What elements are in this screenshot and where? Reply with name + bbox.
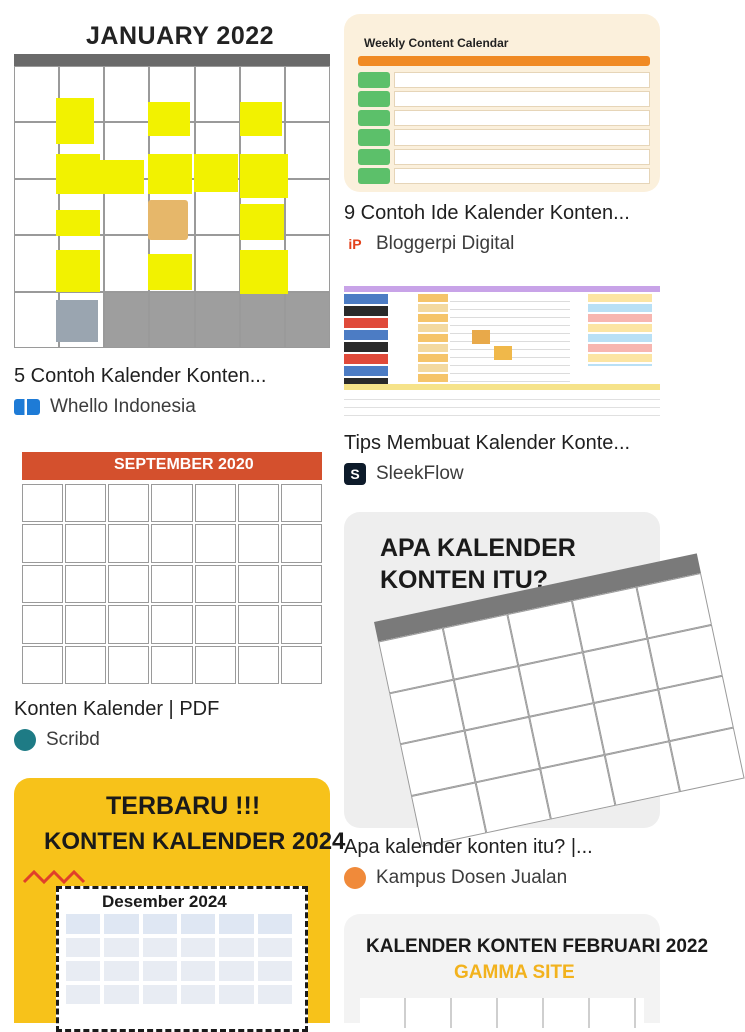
source-name: Kampus Dosen Jualan xyxy=(376,867,568,888)
source-name: Scribd xyxy=(46,729,100,750)
source-name: SleekFlow xyxy=(376,463,464,484)
header-row xyxy=(358,56,650,66)
thumbnail-heading: APA KALENDER xyxy=(380,534,576,562)
bloggerpi-logo-icon: iP xyxy=(344,233,366,255)
result-thumbnail[interactable] xyxy=(14,444,330,692)
zigzag-icon xyxy=(22,866,86,886)
result-thumbnail[interactable] xyxy=(14,14,330,358)
day-rows xyxy=(358,72,650,184)
result-title[interactable]: Tips Membuat Kalender Konte... xyxy=(344,432,631,454)
scribd-logo-icon xyxy=(14,729,36,751)
tilted-calendar xyxy=(374,553,745,847)
sleekflow-logo-icon: S xyxy=(344,463,366,485)
result-thumbnail[interactable] xyxy=(344,914,709,1023)
thumbnail-heading: KALENDER KONTEN FEBRUARI 2022 xyxy=(366,936,709,957)
thumbnail-subheading: KONTEN KALENDER 2024 xyxy=(44,828,346,855)
thumbnail-heading: JANUARY 2022 xyxy=(86,22,275,50)
result-thumbnail[interactable] xyxy=(344,280,660,426)
result-title[interactable]: 5 Contoh Kalender Konten... xyxy=(14,365,267,387)
result-source[interactable] xyxy=(14,396,196,418)
thumbnail-subheading: GAMMA SITE xyxy=(454,962,575,983)
result-source[interactable] xyxy=(344,867,567,889)
thumbnail-heading: TERBARU !!! xyxy=(106,792,261,820)
result-source[interactable] xyxy=(14,729,100,751)
result-thumbnail[interactable] xyxy=(344,14,660,192)
weekday-header xyxy=(14,54,330,66)
kampus-dosen-logo-icon xyxy=(344,867,366,889)
whello-logo-icon xyxy=(14,399,40,415)
result-thumbnail[interactable] xyxy=(14,778,346,1023)
result-title[interactable]: Apa kalender konten itu? |... xyxy=(344,836,593,858)
thumbnail-heading: SEPTEMBER 2020 xyxy=(114,456,254,473)
result-source[interactable] xyxy=(344,233,514,255)
result-title[interactable]: 9 Contoh Ide Kalender Konten... xyxy=(344,202,630,224)
calendar-grid xyxy=(22,484,322,684)
result-title[interactable]: Konten Kalender | PDF xyxy=(14,698,220,720)
thumbnail-heading: Weekly Content Calendar xyxy=(364,36,509,50)
source-name: Whello Indonesia xyxy=(50,396,196,417)
source-name: Bloggerpi Digital xyxy=(376,233,515,254)
result-thumbnail[interactable] xyxy=(344,512,660,828)
result-source[interactable] xyxy=(344,463,464,485)
thumbnail-month: Desember 2024 xyxy=(102,892,227,911)
thumbnail-subheading: KONTEN ITU? xyxy=(380,566,549,594)
